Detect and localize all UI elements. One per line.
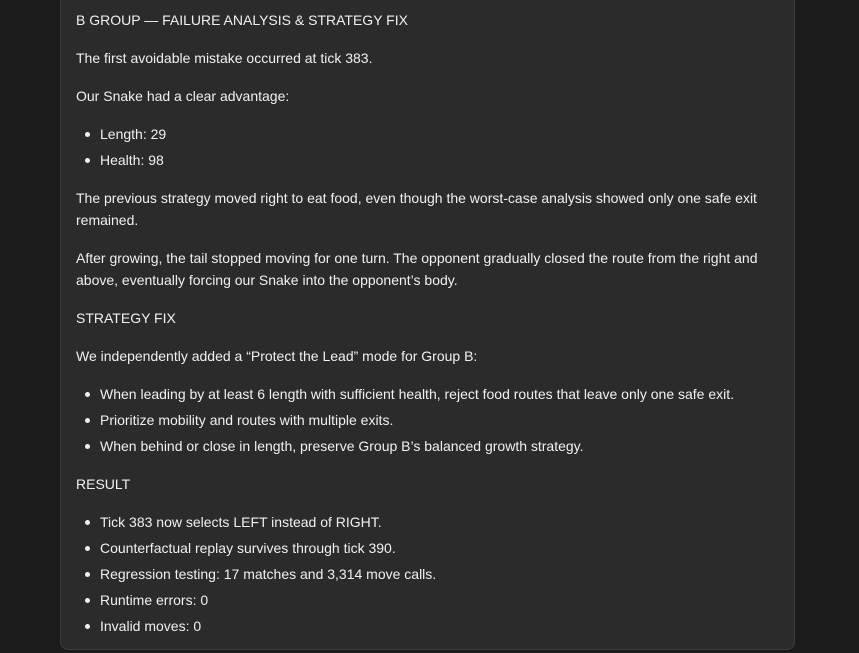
list-item: Invalid moves: 0 xyxy=(76,615,776,637)
advantage-list xyxy=(76,123,776,171)
strategy-heading: STRATEGY FIX xyxy=(76,310,176,326)
advantage-lead: Our Snake had a clear advantage: xyxy=(76,88,290,104)
list-item: Regression testing: 17 matches and 3,314 move calls. xyxy=(76,563,776,585)
list-item: Length: 29 xyxy=(76,123,776,145)
list-item: Runtime errors: 0 xyxy=(76,589,776,611)
analysis-paragraph-2: After growing, the tail stopped moving for one turn. The opponent gradually closed the route from the right and above, eventually forcing our Snake into the opponent’s body. xyxy=(76,250,758,288)
report-title: B GROUP — FAILURE ANALYSIS & STRATEGY FIX xyxy=(76,12,408,28)
list-item: Counterfactual replay survives through tick 390. xyxy=(76,537,776,559)
list-item: When leading by at least 6 length with sufficient health, reject food routes that leave only one safe exit. xyxy=(76,383,776,405)
result-list xyxy=(76,511,776,637)
list-item: When behind or close in length, preserve Group B’s balanced growth strategy. xyxy=(76,435,776,457)
list-item: Health: 98 xyxy=(76,149,776,171)
strategy-lead: We independently added a “Protect the Lead” mode for Group B: xyxy=(76,348,478,364)
strategy-list xyxy=(76,383,776,457)
intro-paragraph: The first avoidable mistake occurred at tick 383. xyxy=(76,50,373,66)
result-heading: RESULT xyxy=(76,476,131,492)
list-item: Tick 383 now selects LEFT instead of RIGHT. xyxy=(76,511,776,533)
message-content xyxy=(76,9,776,653)
message-card xyxy=(60,0,795,650)
analysis-paragraph-1: The previous strategy moved right to eat food, even though the worst-case analysis showed only one safe exit remained. xyxy=(76,190,757,228)
list-item: Prioritize mobility and routes with multiple exits. xyxy=(76,409,776,431)
